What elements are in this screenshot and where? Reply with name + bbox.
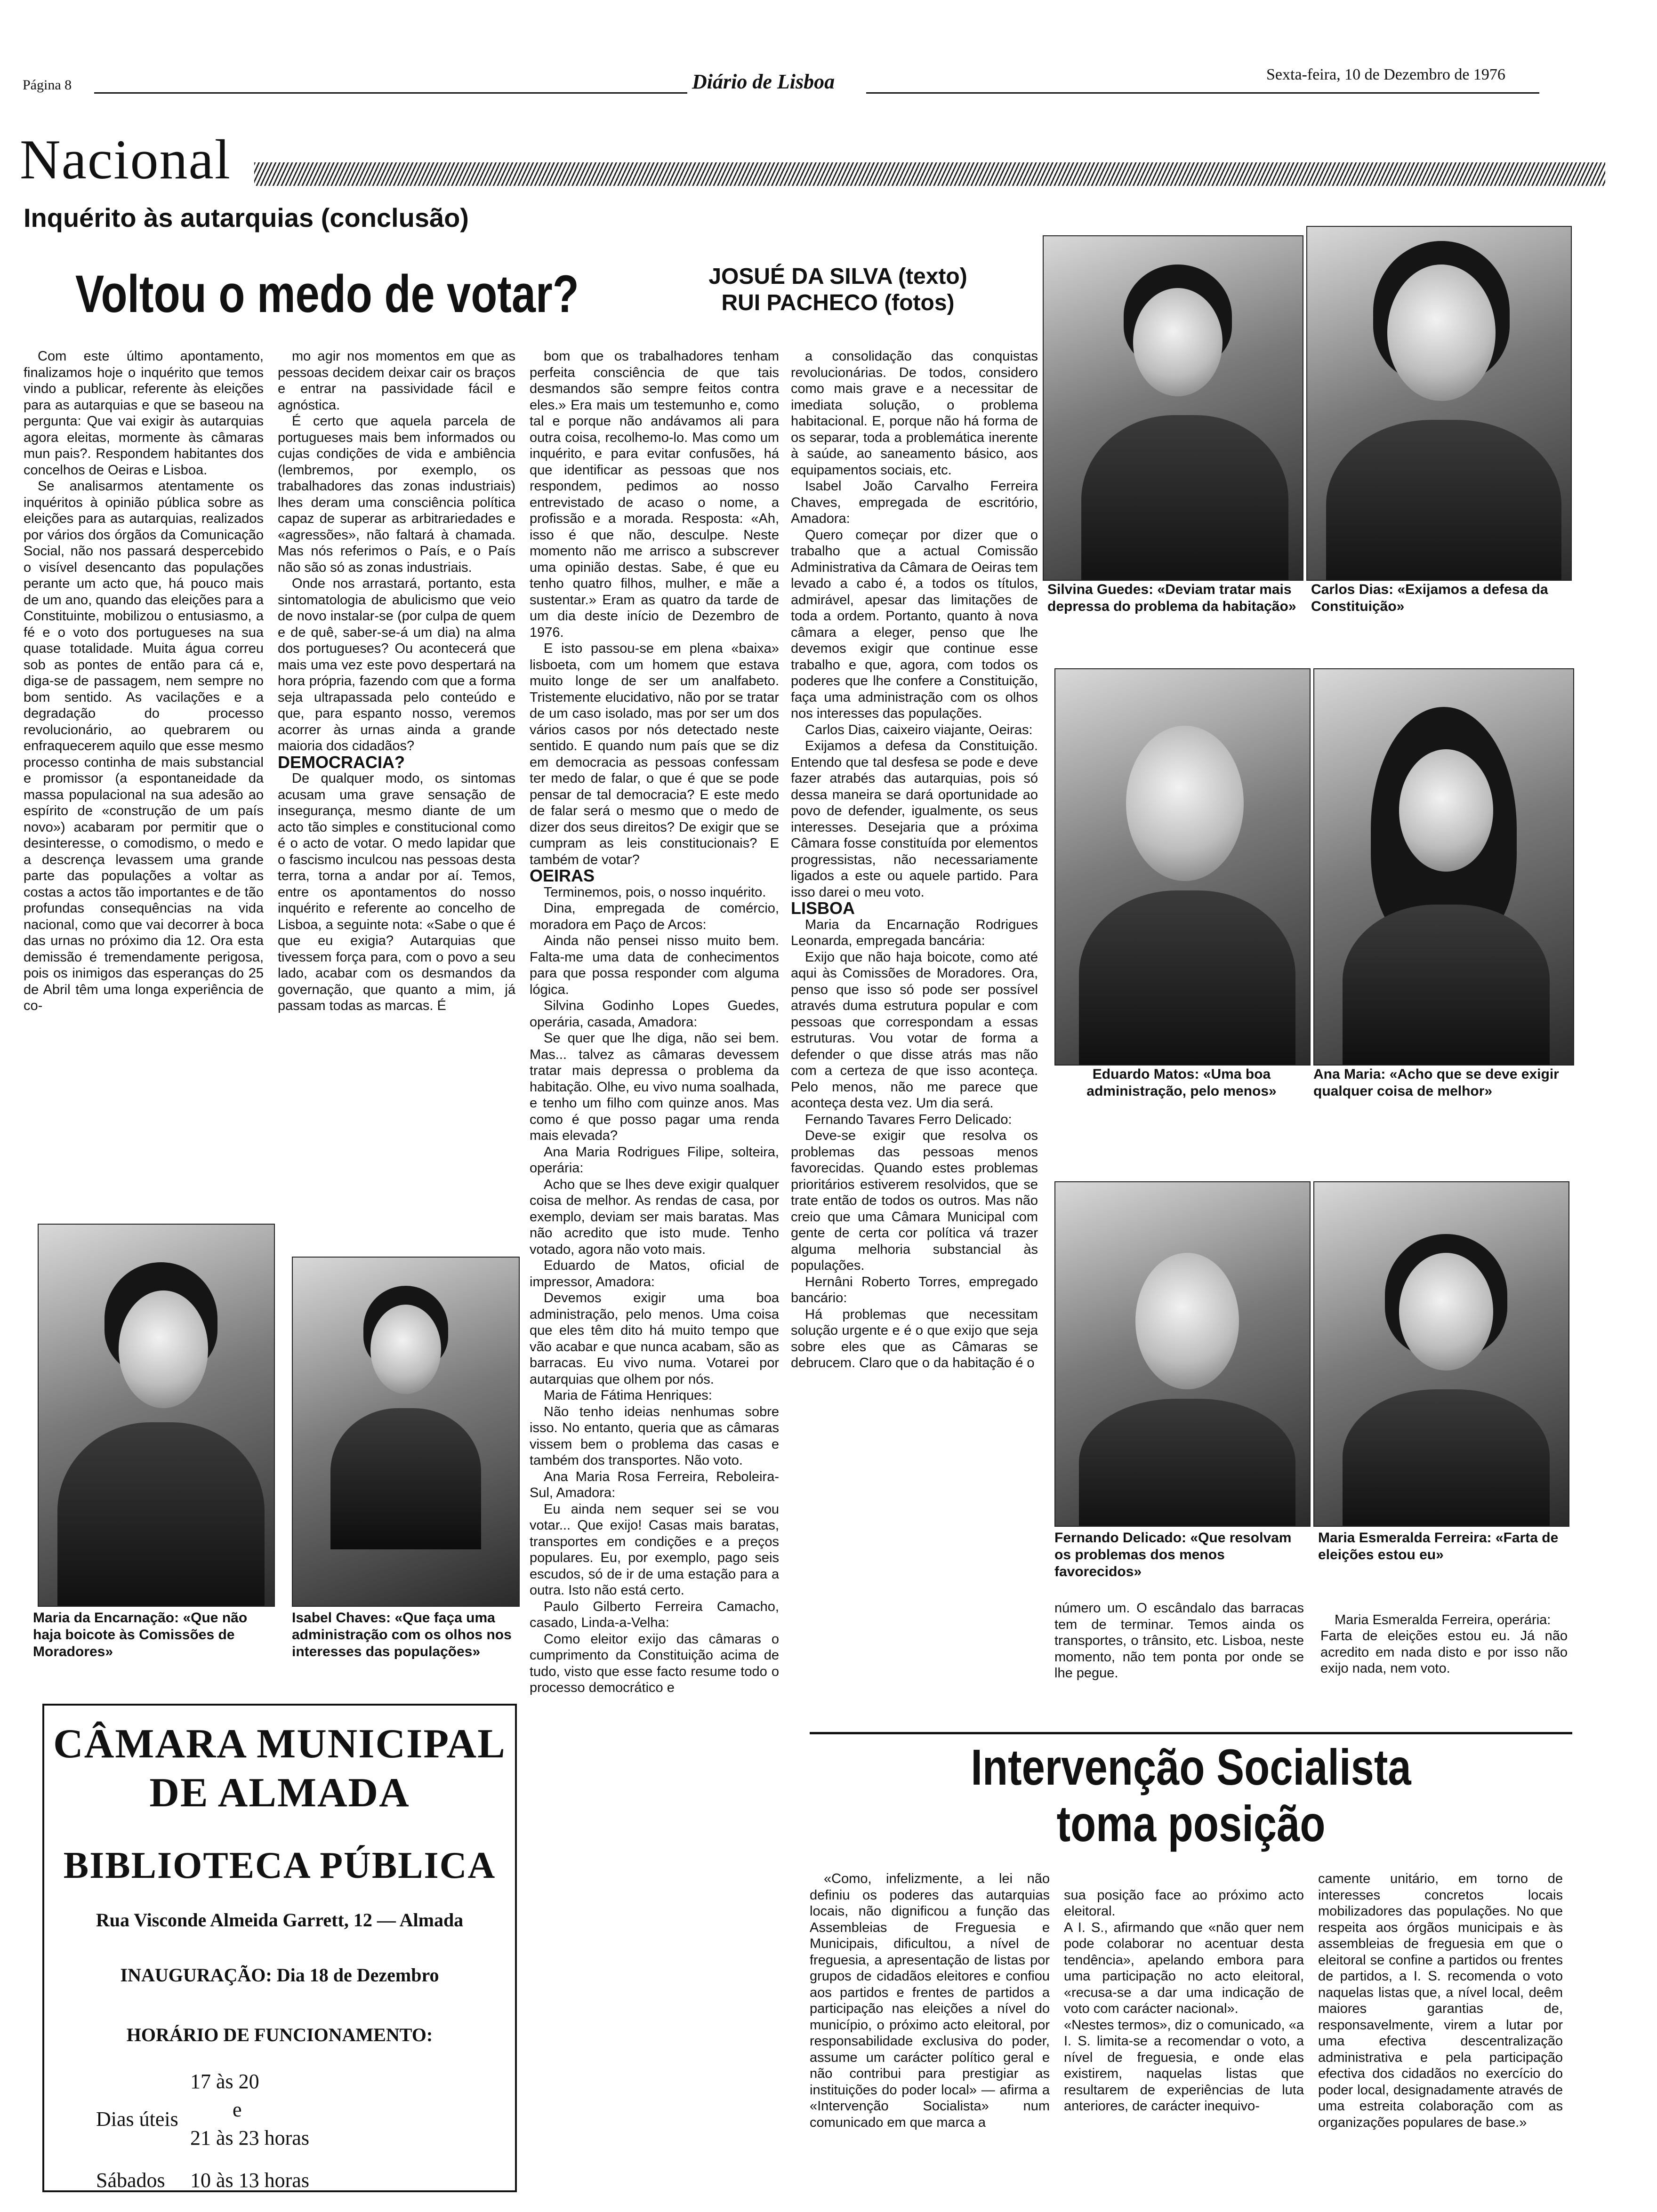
caption-eduardo: Eduardo Matos: «Uma boa administração, pelo menos» bbox=[1086, 1066, 1277, 1099]
subheading-lisboa: LISBOA bbox=[791, 898, 855, 918]
newspaper-name: Diário de Lisboa bbox=[692, 70, 835, 93]
article-paragraph: Ana Maria Rodrigues Filipe, solteira, operária: bbox=[530, 1144, 779, 1176]
article-paragraph: Dina, empregada de comércio, moradora em Paço de Arcos: bbox=[530, 901, 779, 932]
ad-hours-table bbox=[44, 2065, 515, 2192]
article-paragraph: Maria da Encarnação Rodrigues Leonarda, empregada bancária: bbox=[791, 917, 1038, 948]
caption-isabel: Isabel Chaves: «Que faça uma administração com os olhos nos interesses das populações» bbox=[292, 1610, 512, 1659]
article-paragraph: a consolidação das conquistas revolucionárias. De todos, considero como mais grave e a necessitar de imediata solução, o problema habitacional. E, porque não há forma de os separar, toda a problemática inerente à saúde, ao saneamento básico, aos equipamentos sociais, etc. bbox=[791, 349, 1038, 478]
masthead-rule bbox=[94, 92, 687, 94]
ad-inauguration: INAUGURAÇÃO: Dia 18 de Dezembro bbox=[120, 1964, 439, 1986]
photo-ana-maria bbox=[1313, 668, 1574, 1066]
issue-date: Sexta-feira, 10 de Dezembro de 1976 bbox=[1266, 66, 1505, 83]
article-paragraph: Paulo Gilberto Ferreira Camacho, casado, Linda-a-Velha: bbox=[530, 1599, 779, 1630]
box-headline-line2: toma posição bbox=[1056, 1795, 1326, 1852]
article-paragraph: Maria Esmeralda Ferreira, operária: Farta de eleições estou eu. Já não acredito em nada disto e por isso não exijo nada, nem voto. bbox=[1320, 1612, 1568, 1676]
article-paragraph: Carlos Dias, caixeiro viajante, Oeiras: bbox=[805, 722, 1033, 737]
article-paragraph: Devemos exigir uma boa administração, pelo menos. Uma coisa que eles têm dito há muito tempo que vão acabar e que nunca acabam, são as barracas. Eu vivo numa. Votarei por autarquias que olhem por nós. bbox=[530, 1290, 779, 1387]
photo-maria-esmeralda bbox=[1313, 1181, 1569, 1527]
article-paragraph: Isabel João Carvalho Ferreira Chaves, empregada de escritório, Amadora: bbox=[791, 479, 1038, 526]
box-col-3 bbox=[1318, 1871, 1563, 2191]
ad-weekdays-2: 21 às 23 horas bbox=[190, 2126, 309, 2149]
article-paragraph: Exijamos a defesa da Constituição. Entendo que tal desfesa se pode e deve fazer atrabés das autarquias, pois só dessa maneira se dará oportunidade ao povo de defender, igualmente, os seus interesses. Desejaria que a próxima Câmara fosse constituída por elementos progressistas, não necessariamente ligados a este ou aquele partido. Para isso darei o meu voto. bbox=[791, 738, 1038, 900]
photo-maria-encarnacao bbox=[38, 1224, 275, 1607]
box-headline-line1: Intervenção Socialista bbox=[971, 1739, 1411, 1795]
article-paragraph: Deve-se exigir que resolva os problemas das pessoas menos favorecidas. Quando estes problemas prioritários estiverem resolvidos, que se trate então de todos os outros. Mas não creio que uma Câmara Municipal com gente de certa cor política vá trazer alguma melhoria substancial às populações. bbox=[791, 1128, 1038, 1273]
photo-carlos-dias bbox=[1306, 226, 1572, 581]
ad-biblioteca-almada bbox=[42, 1704, 517, 2192]
photo-isabel-chaves bbox=[292, 1257, 520, 1607]
article-paragraph: Eu ainda nem sequer sei se vou votar... Que exijo! Casas mais baratas, transportes em condições e a preços populares. Eu, por exemplo, pago seis escudos, só de ir de uma estação para a outra. Isto não está certo. bbox=[530, 1501, 779, 1598]
caption-esmeralda: Maria Esmeralda Ferreira: «Farta de eleições estou eu» bbox=[1318, 1530, 1559, 1563]
caption-fernando: Fernando Delicado: «Que resolvam os problemas dos menos favorecidos» bbox=[1054, 1530, 1292, 1579]
photo-silvina-guedes bbox=[1043, 235, 1303, 581]
byline-photographer: RUI PACHECO (fotos) bbox=[721, 290, 955, 315]
article-paragraph: Exijo que não haja boicote, como até aqui às Comissões de Moradores. Ora, penso que isso só pode ser possível através duma estrutura popular e com pessoas que correspondam a essas estruturas. Vou votar de forma a defender o que disse atrás mas não com a certeza de que isso aconteça. Pelo menos, não me parece que aconteça desta vez. Um dia será. bbox=[791, 949, 1038, 1111]
box-paragraph: camente unitário, em torno de interesses concretos locais mobilizadores das populações. No que respeita aos órgãos municipais e às assembleias de freguesia em que o eleitoral se confine a partidos ou frentes de partidos, a I. S. recomenda o voto naquelas listas que, a nível local, deêm maiores garantias de, responsavelmente, virem a lutar por uma efectiva descentralização administrativa e pela participação efectiva dos cidadãos no exercício do poder local, designadamente através de uma estreita colaboração com as organizações populares de base.» bbox=[1318, 1871, 1563, 2130]
article-col-6 bbox=[1320, 1595, 1568, 1718]
box-col-1 bbox=[810, 1871, 1050, 2191]
article-paragraph: Maria de Fátima Henriques: bbox=[544, 1388, 712, 1403]
ad-saturday: 10 às 13 horas bbox=[190, 2169, 309, 2192]
byline-author: JOSUÉ DA SILVA (texto) bbox=[708, 264, 967, 289]
ad-saturday-label: Sábados bbox=[96, 2169, 165, 2192]
caption-carlos: Carlos Dias: «Exijamos a defesa da Constituição» bbox=[1311, 582, 1548, 614]
article-paragraph: Acho que se lhes deve exigir qualquer coisa de melhor. As rendas de casa, por exemplo, deviam ser mais baratas. Mas não acredito que isto mude. Tenho votado, agora não voto mais. bbox=[530, 1177, 779, 1257]
article-paragraph: Fernando Tavares Ferro Delicado: bbox=[805, 1112, 1012, 1127]
article-paragraph: número um. O escândalo das barracas tem de terminar. Temos ainda os transportes, o trânsito, etc. Lisboa, neste momento, não tem ponta por onde se lhe pegue. bbox=[1054, 1601, 1304, 1681]
subheading-oeiras: OEIRAS bbox=[530, 866, 595, 885]
section-hatch bbox=[254, 162, 1605, 186]
box-headline bbox=[878, 1739, 1504, 1852]
article-col-5 bbox=[1054, 1600, 1304, 1723]
subheading-democracia: DEMOCRACIA? bbox=[278, 752, 405, 772]
box-col-2 bbox=[1064, 1871, 1304, 2191]
ad-weekdays-label: Dias úteis bbox=[96, 2108, 178, 2131]
article-paragraph: Como eleitor exijo das câmaras o cumprimento da Constituição acima de tudo, visto que esse facto resume todo o processo democrático e bbox=[530, 1631, 779, 1695]
caption-encarnacao: Maria da Encarnação: «Que não haja boicote às Comissões de Moradores» bbox=[33, 1610, 248, 1659]
article-paragraph: E isto passou-se em plena «baixa» lisboeta, com um homem que estava muito longe de ser um analfabeto. Tristemente elucidativo, não por se tratar de um caso isolado, mas por ser um dos vários casos por nós detectado neste sentido. E quando num país que se diz em democracia as pessoas confessam ter medo de falar, o que é que se pode pensar de tal democracia? E este medo de falar será o mesmo que o medo de dizer dos seus direitos? De exigir que se cumpram as leis constitucionais? E também de votar? bbox=[530, 641, 779, 867]
byline bbox=[687, 264, 989, 316]
article-paragraph: Se analisarmos atentamente os inquéritos à opinião pública sobre as eleições para as autarquias, realizados por vários dos órgãos da Comunicação Social, não nos passará despercebido o visível desencanto das populações perante um acto que, há pouco mais de um ano, quando das eleições para a Constituinte, mobilizou o entusiasmo, a fé e o voto dos portugueses na sua quase totalidade. Muita água correu sob as pontes de então para cá e, diga-se de passagem, nem sempre no bom sentido. As vacilações e a degradação do processo revolucionário, ao quebrarem ou enfraquecerem aquilo que esse mesmo processo continha de mais substancial e promissor (a espontaneidade da massa populacional na sua adesão ao espírito de «construção de um país novo») acabaram por permitir que o desinteresse, o comodismo, o medo e a descrença levassem uma grande parte das populações a voltar as costas a actos tão importantes e de tão profundas consequências na vida nacional, como que vai decorrer à boca das urnas no próximo dia 12. Ora esta demissão é tremendamente perigosa, pois os inimigos das esperanças do 25 de Abril têm uma longa experiência de co- bbox=[24, 479, 264, 1013]
ad-weekdays-1: 17 às 20 bbox=[190, 2070, 259, 2093]
box-paragraph: «Como, infelizmente, a lei não definiu os poderes das autarquias locais, não dignificou a função das Assembleias de Freguesia e Municipais, dificultou, a nível de freguesia, a apresentação de listas por grupos de cidadãos eleitores e confiou aos partidos e frentes de partidos a participação nas eleições a nível do município, o próximo acto eleitoral, por responsabilidade exclusiva do poder, assume um carácter político geral e não contribui para prestigiar as instituições do poder local» — afirma a «Intervenção Socialista» num comunicado em que marca a bbox=[810, 1871, 1050, 2130]
article-paragraph: Ana Maria Rosa Ferreira, Reboleira-Sul, Amadora: bbox=[530, 1469, 779, 1500]
article-paragraph: Eduardo de Matos, oficial de impressor, Amadora: bbox=[530, 1258, 779, 1290]
article-col-2 bbox=[278, 348, 515, 1200]
article-paragraph: De qualquer modo, os sintomas acusam uma grave sensação de insegurança, mesmo diante de um acto tão simples e constitucional como é o acto de votar. O medo lapidar que o fascismo inculcou nas pessoas desta terra, torna a andar por aí. Temos, entre os apontamentos do nosso inquérito e referente ao concelho de Lisboa, a seguinte nota: «Sabe o que é que eu exigia? Autarquias que tivessem força para, com o povo a seu lado, acabar com os desmandos da governação, que quanto a mim, já passam todas as marcas. É bbox=[278, 771, 515, 1013]
caption-ana: Ana Maria: «Acho que se deve exigir qualquer coisa de melhor» bbox=[1313, 1066, 1559, 1099]
section-title: Nacional bbox=[20, 128, 232, 191]
article-paragraph: Se quer que lhe diga, não sei bem. Mas... talvez as câmaras devessem tratar mais depressa o problema da habitação. Olhe, eu vivo numa soalhada, e tenho um filho com quinze anos. Mas como é que posso pagar uma renda mais elevada? bbox=[530, 1031, 779, 1143]
box-top-rule bbox=[810, 1732, 1572, 1734]
photo-eduardo-matos bbox=[1054, 668, 1311, 1066]
photo-fernando-delicado bbox=[1054, 1181, 1311, 1527]
article-paragraph: Ainda não pensei nisso muito bem. Falta-me uma data de conhecimentos para que possa responder com alguma lógica. bbox=[530, 933, 779, 997]
article-paragraph: Não tenho ideias nenhumas sobre isso. No entanto, queria que as câmaras vissem bem o problema das casas e também dos transportes. Não voto. bbox=[530, 1404, 779, 1468]
article-paragraph: É certo que aquela parcela de portugueses mais bem informados ou cujas condições de vida e ambiência (lembremos, por exemplo, os trabalhadores das zonas industriais) lhes deram uma consciência política capaz de superar as arbitrariedades e «agressões», não faltará à chamada. Mas nós referimos o País, e o País não são só as zonas industriais. bbox=[278, 414, 515, 575]
ad-line-biblioteca: BIBLIOTECA PÚBLICA bbox=[63, 1845, 496, 1886]
caption-silvina: Silvina Guedes: «Deviam tratar mais depressa do problema da habitação» bbox=[1047, 582, 1296, 614]
masthead-rule-right bbox=[866, 92, 1539, 94]
page-number: Página 8 bbox=[23, 77, 72, 93]
article-paragraph: Silvina Godinho Lopes Guedes, operária, casada, Amadora: bbox=[530, 998, 779, 1030]
article-paragraph: Quero começar por dizer que o trabalho que a actual Comissão Administrativa da Câmara de Oeiras tem levado a cabo é, a todos os títulos, admirável, apesar das limitações de toda a ordem. Portanto, quanto à nova câmara a eleger, penso que lhe devemos exigir que continue esse trabalho e que, agora, com todos os poderes que lhe confere a Constituição, faça uma administração com os olhos nos interesses das populações. bbox=[791, 527, 1038, 721]
box-paragraph: sua posição face ao próximo acto eleitoral. A I. S., afirmando que «não quer nem pode colaborar no acentuar desta tendência», apelando embora para uma participação no acto eleitoral, «recusa-se a dar uma indicação de voto com carácter nacional». «Nestes termos», diz o comunicado, «a I. S. limita-se a recomendar o voto, a nível de freguesia, e onde elas existirem, naquelas listas que resultarem de experiências de luta anteriores, de carácter inequivo- bbox=[1064, 1887, 1304, 2114]
ad-weekdays-and: e bbox=[233, 2098, 242, 2121]
article-paragraph: Terminemos, pois, o nosso inquérito. bbox=[544, 884, 766, 900]
article-paragraph: Com este último apontamento, finalizamos hoje o inquérito que temos vindo a publicar, referente às eleições para as autarquias e que se baseou na pergunta: Que vai exigir às autarquias agora eleitas, mormente às câmaras mun pais?. Respondem habitantes dos concelhos de Oeiras e Lisboa. bbox=[24, 349, 264, 478]
ad-address: Rua Visconde Almeida Garrett, 12 — Almada bbox=[96, 1909, 464, 1931]
article-paragraph: bom que os trabalhadores tenham perfeita consciência de que tais desmandos são sempre feitos contra eles.» Era mais um testemunho e, como tal e porque não andávamos ali para outra coisa, recolhemo-lo. Mas como um inquérito, e para evitar confusões, há que identificar as pessoas que nos respondem, pedimos ao nosso entrevistado de acaso o nome, a profissão e a morada. Resposta: «Ah, isso é que não, desculpe. Neste momento não me arrisco a subscrever uma opinião destas. Sabe, é que eu tenho quatro filhos, mulher, e mãe a sustentar.» Eram as quatro da tarde de um dia deste início de Dezembro de 1976. bbox=[530, 349, 779, 640]
article-col-3 bbox=[530, 348, 779, 2188]
kicker: Inquérito às autarquias (conclusão) bbox=[24, 203, 469, 232]
article-paragraph: Hernâni Roberto Torres, empregado bancário: bbox=[791, 1274, 1038, 1306]
ad-line-almada: DE ALMADA bbox=[149, 1770, 410, 1816]
article-col-1 bbox=[24, 348, 264, 1200]
article-paragraph: Onde nos arrastará, portanto, esta sintomatologia de abulicismo que veio de novo instalar-se (por culpa de quem e de quê, saber-se-á um dia) na alma dos portugueses? Ou acontecerá que mais uma vez este povo despertará na hora própria, fazendo com que a forma seja ultrapassada pelo conteúdo e que, para espanto nosso, veremos acorrer às urnas ainda a grande maioria dos cidadãos? bbox=[278, 576, 515, 753]
article-paragraph: mo agir nos momentos em que as pessoas decidem deixar cair os braços e entrar na passividade fácil e agnóstica. bbox=[278, 349, 515, 413]
article-paragraph: Há problemas que necessitam solução urgente e é o que exijo que seja sobre eles que as Câmaras se debrucem. Claro que o da habitação é o bbox=[791, 1306, 1038, 1370]
ad-line-camara: CÂMARA MUNICIPAL bbox=[53, 1721, 506, 1767]
article-col-4 bbox=[791, 348, 1038, 1704]
ad-hours-title: HORÁRIO DE FUNCIONAMENTO: bbox=[126, 2024, 433, 2045]
headline: Voltou o medo de votar? bbox=[75, 264, 579, 323]
